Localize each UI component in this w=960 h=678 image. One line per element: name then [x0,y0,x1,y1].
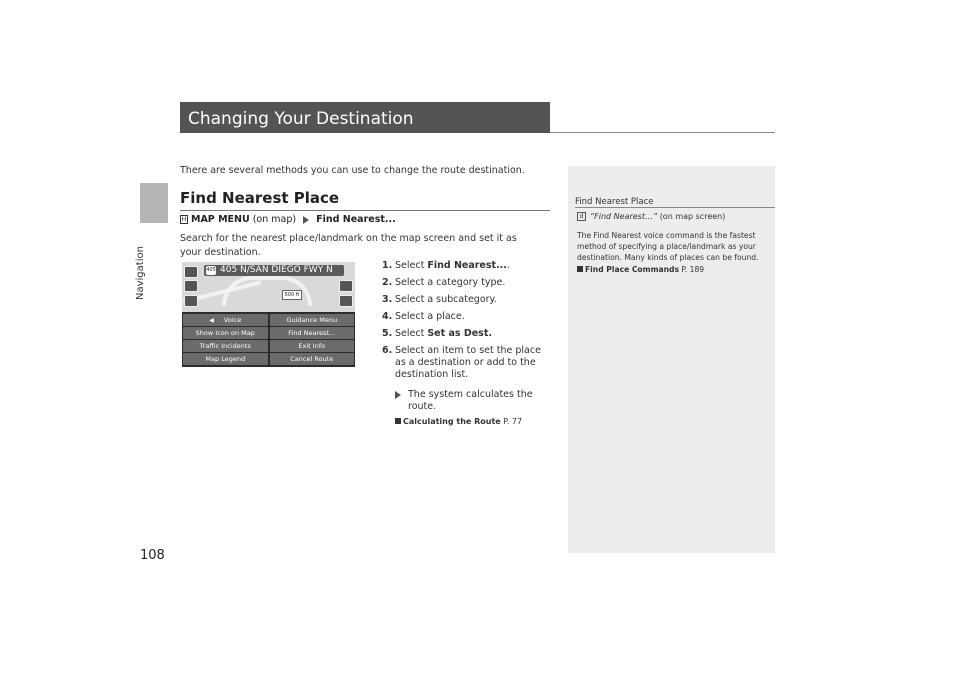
note-body: The Find Nearest voice command is the fastest method of specifying a place/landmark as your destination. Many kinds of places can be found. Find Place Commands P. 189 [577,231,759,274]
note-divider [575,207,775,208]
map-compass-icon [339,295,353,307]
menu-exit-info: Exit Info [270,340,355,352]
note-xref-label: Find Place Commands [585,264,679,274]
page-number: 108 [140,548,165,563]
note-xref-page: P. 189 [681,264,705,274]
voice-context: (on map screen) [659,212,726,221]
distance-badge: 500 ft [282,290,302,300]
reference-icon [577,266,583,272]
menu-path [180,214,396,225]
subsection-divider [180,210,550,211]
step-item: 1. Select Find Nearest.... [382,260,510,271]
reference-icon [395,418,401,424]
step-item: 5. Select Set as Dest. [382,328,492,339]
road-banner [204,265,344,276]
section-title: Changing Your Destination [188,109,414,129]
note-title: Find Nearest Place [575,197,654,207]
step-result: The system calculates the route. [382,389,552,413]
description: Search for the nearest place/landmark on the map screen and set it as your destination. [180,233,517,258]
step-item: 4. Select a place. [382,311,465,322]
step-item: 2. Select a category type. [382,277,506,288]
speaker-icon: ◀ [209,317,214,324]
menu-show-icon: Show Icon on Map [183,327,268,339]
menu-map-legend: Map Legend [183,353,268,365]
map-menu-grid [182,312,355,367]
arrow-right-icon [303,216,309,224]
arrow-right-icon [395,391,401,399]
intro-text: There are several methods you can use to change the route destination. [180,165,525,176]
map-menu-icon [184,295,198,307]
subsection-heading: Find Nearest Place [180,189,340,207]
hardkey-icon: H [181,216,187,223]
step-item: 6. Select an item to set the place as a destination or add to the destination list. [382,345,541,380]
map-view-icon [184,280,198,292]
menu-cancel-route: Cancel Route [270,353,355,365]
voice-command: “Find Nearest…” [590,212,658,221]
road-name: 405 N/SAN DIEGO FWY N [220,265,333,275]
steps-list [382,260,552,428]
menu-voice: ◀ Voice [183,314,268,326]
map-scale-icon [339,280,353,292]
menu-path-target: Find Nearest... [316,214,396,225]
menu-path-context: (on map) [252,214,297,225]
chapter-tab [140,183,168,223]
cross-reference: Calculating the Route P. 77 [382,416,552,428]
voice-command-icon: d [577,212,586,221]
voice-command-line [577,212,725,221]
map-view [182,262,355,312]
sidebar-note-panel [568,166,775,553]
menu-traffic: Traffic Incidents [183,340,268,352]
map-zoom-icon [184,266,198,278]
section-divider [550,132,775,133]
menu-find-nearest: Find Nearest... [270,327,355,339]
nav-screen-image [182,262,355,367]
highway-shield-icon: 405 [206,267,216,273]
menu-guidance: Guidance Menu [270,314,355,326]
chapter-label: Navigation [135,246,146,300]
step-item: 3. Select a subcategory. [382,294,497,305]
menu-path-menu: MAP MENU [191,214,250,225]
